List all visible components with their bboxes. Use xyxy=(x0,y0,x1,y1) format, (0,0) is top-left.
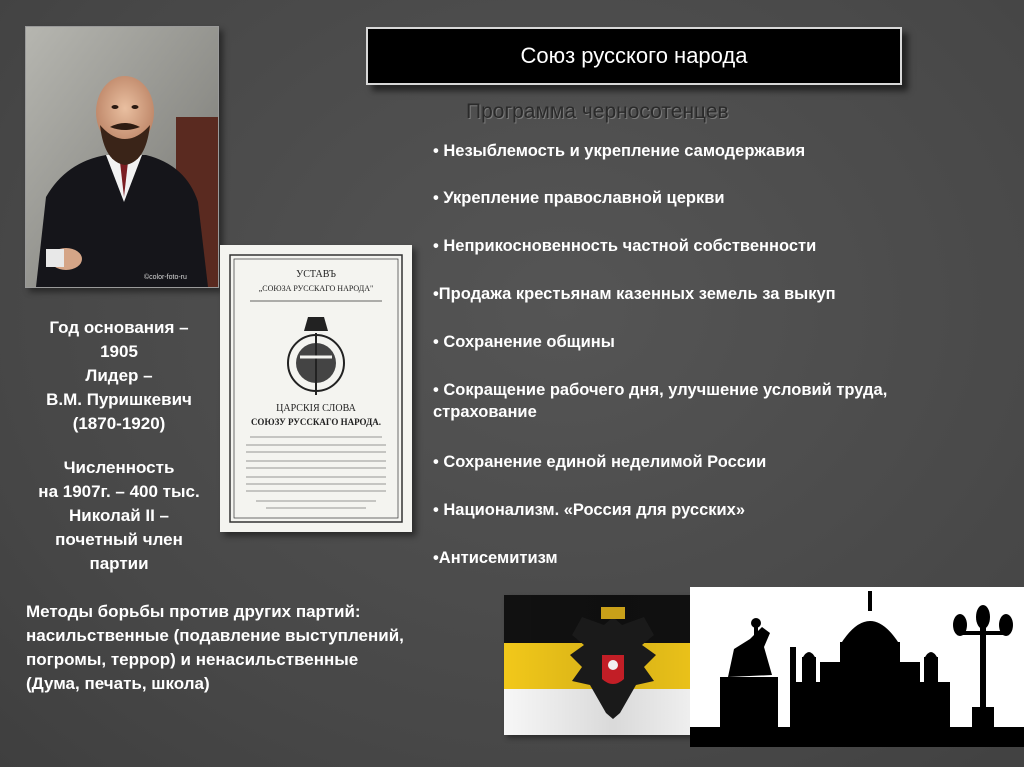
portrait-image xyxy=(26,27,218,287)
charter-heading-2: СОЮЗУ РУССКАГО НАРОДА. xyxy=(250,417,382,427)
founded-year: 1905 xyxy=(100,342,138,361)
city-silhouette xyxy=(690,587,1024,747)
charter-cover xyxy=(220,245,412,532)
city-silhouette-image xyxy=(690,587,1024,747)
leader-years: (1870-1920) xyxy=(72,414,166,433)
leader-name: В.М. Пуришкевич xyxy=(46,390,192,409)
program-item: • Сохранение общины xyxy=(433,333,615,351)
leader-label: Лидер – xyxy=(85,366,153,385)
program-item: •Продажа крестьянам казенных земель за выкуп xyxy=(433,285,836,303)
membership-label: Численность xyxy=(63,458,175,477)
program-item: • Укрепление православной церкви xyxy=(433,189,725,207)
statue-icon xyxy=(720,618,778,727)
program-item: • Незыблемость и укрепление самодержавия xyxy=(433,142,806,160)
methods-line: насильственные (подавление выступлений, xyxy=(26,626,404,645)
leader-portrait xyxy=(25,26,219,288)
program-item: • Неприкосновенность частной собственности xyxy=(433,237,817,255)
honorary-member-party: партии xyxy=(89,554,149,573)
charter-heading-1: ЦАРСКІЯ СЛОВА xyxy=(276,403,356,414)
charter-header-2: „СОЮЗА РУССКАГО НАРОДА" xyxy=(258,284,374,293)
founded-label: Год основания – xyxy=(49,318,189,337)
street-lamp-icon xyxy=(953,605,1013,727)
struggle-methods xyxy=(26,600,496,696)
party-facts xyxy=(0,316,238,576)
charter-emblem-icon xyxy=(288,317,344,395)
methods-line: погромы, террор) и ненасильственные xyxy=(26,650,359,669)
honorary-member-role: почетный член xyxy=(55,530,183,549)
honorary-member: Николай II – xyxy=(68,506,170,525)
charter-header-1: УСТАВЪ xyxy=(296,269,336,280)
program-item: •Антисемитизм xyxy=(433,549,558,567)
program-item: • Сокращение рабочего дня, улучшение условий труда, страхование xyxy=(433,381,888,421)
slide-title: Союз русского народа xyxy=(520,43,748,68)
program-item: • Сохранение единой неделимой России xyxy=(433,453,767,471)
methods-line: Методы борьбы против других партий: xyxy=(26,602,361,621)
portrait-caption: ©color-foto-ru xyxy=(144,274,187,281)
charter-image xyxy=(220,245,412,532)
program-heading: Программа черносотенцев xyxy=(466,100,729,123)
methods-line: (Дума, печать, школа) xyxy=(26,674,210,693)
title-box xyxy=(366,27,902,85)
membership-value: на 1907г. – 400 тыс. xyxy=(38,482,200,501)
cathedral-icon xyxy=(790,591,950,727)
program-item: • Национализм. «Россия для русских» xyxy=(433,501,745,519)
